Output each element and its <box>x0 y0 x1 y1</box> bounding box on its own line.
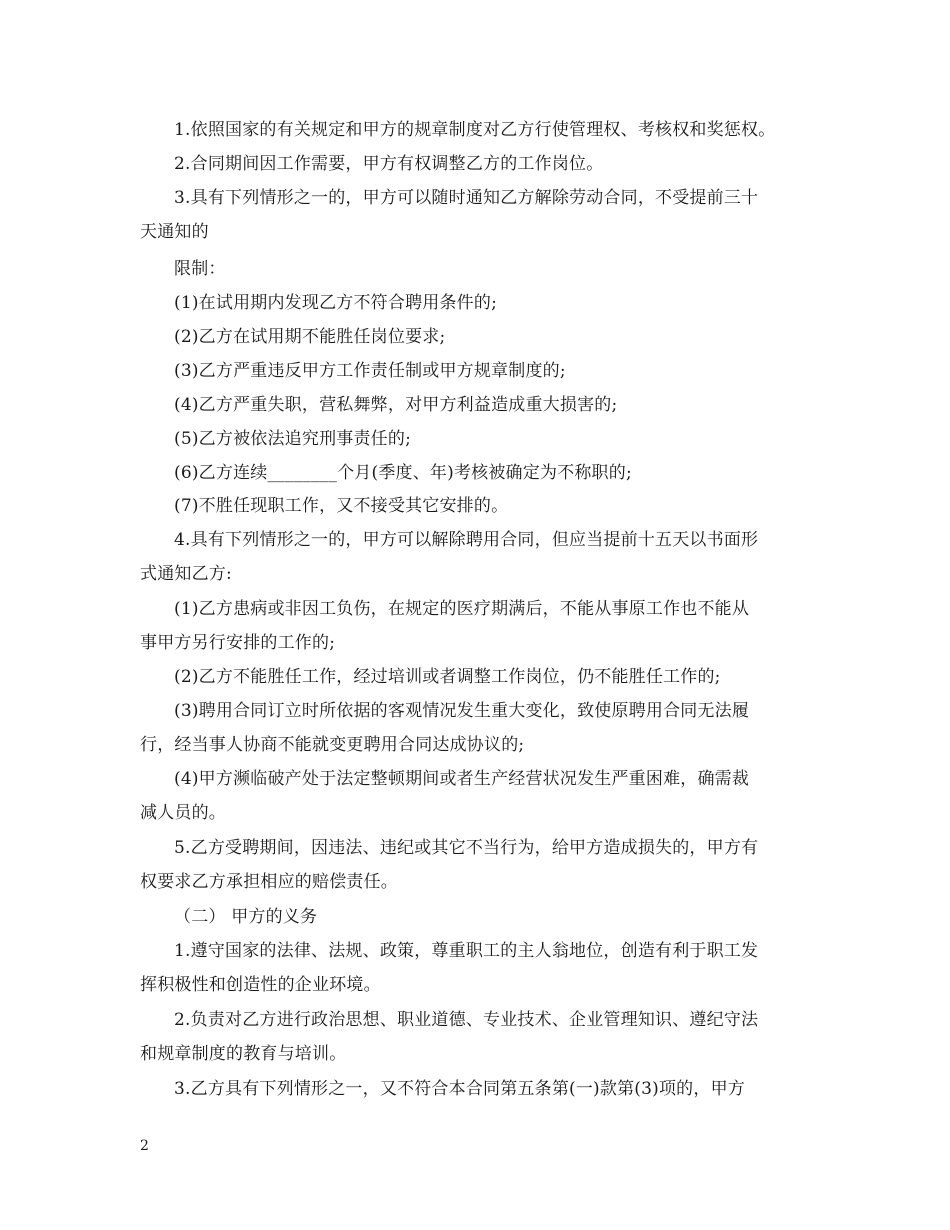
list-item: (6)乙方连续________个月(季度、年)考核被确定为不称职的; <box>174 463 632 483</box>
paragraph-line: 式通知乙方: <box>140 564 232 584</box>
paragraph-line: 1.依照国家的有关规定和甲方的规章制度对乙方行使管理权、考核权和奖惩权。 <box>174 120 776 140</box>
paragraph-line: 3.具有下列情形之一的，甲方可以随时通知乙方解除劳动合同，不受提前三十 <box>174 188 759 208</box>
paragraph-line: 2.合同期间因工作需要，甲方有权调整乙方的工作岗位。 <box>174 154 604 174</box>
paragraph-line: 减人员的。 <box>140 803 226 823</box>
paragraph-line: 行，经当事人协商不能就变更聘用合同达成协议的; <box>140 735 525 755</box>
paragraph-line: 5.乙方受聘期间，因违法、违纪或其它不当行为，给甲方造成损失的，甲方有 <box>174 838 759 858</box>
paragraph-line: 3.乙方具有下列情形之一，又不符合本合同第五条第(一)款第(3)项的，甲方 <box>174 1079 745 1099</box>
paragraph-line: 权要求乙方承担相应的赔偿责任。 <box>140 872 398 892</box>
paragraph-line: 天通知的 <box>140 222 209 242</box>
list-item: (1)乙方患病或非因工负伤，在规定的医疗期满后，不能从事原工作也不能从 <box>174 599 750 619</box>
paragraph-line: 事甲方另行安排的工作的; <box>140 633 336 653</box>
paragraph-line: 4.具有下列情形之一的，甲方可以解除聘用合同，但应当提前十五天以书面形 <box>174 530 759 550</box>
paragraph-line: 挥积极性和创造性的企业环境。 <box>140 975 381 995</box>
list-item: (7)不胜任现职工作，又不接受其它安排的。 <box>174 496 509 516</box>
paragraph-line: 2.负责对乙方进行政治思想、职业道德、专业技术、企业管理知识、遵纪守法 <box>174 1010 759 1030</box>
list-item: (3)聘用合同订立时所依据的客观情况发生重大变化，致使原聘用合同无法履 <box>174 701 750 721</box>
list-item: (4)甲方濒临破产处于法定整顿期间或者生产经营状况发生严重困难，确需裁 <box>174 769 750 789</box>
paragraph-line: 1.遵守国家的法律、法规、政策，尊重职工的主人翁地位，创造有利于职工发 <box>174 941 759 961</box>
paragraph-line: 和规章制度的教育与培训。 <box>140 1044 347 1064</box>
list-item: (4)乙方严重失职，营私舞弊，对甲方利益造成重大损害的; <box>174 395 618 415</box>
section-heading: （二） 甲方的义务 <box>174 907 318 927</box>
list-item: (1)在试用期内发现乙方不符合聘用条件的; <box>174 293 498 313</box>
list-item: (2)乙方在试用期不能胜任岗位要求; <box>174 327 446 347</box>
page-number: 2 <box>140 1138 149 1154</box>
list-item: (5)乙方被依法追究刑事责任的; <box>174 429 412 449</box>
list-item: (3)乙方严重违反甲方工作责任制或甲方规章制度的; <box>174 361 566 381</box>
list-item: (2)乙方不能胜任工作，经过培训或者调整工作岗位，仍不能胜任工作的; <box>174 667 721 687</box>
paragraph-line: 限制： <box>174 259 226 279</box>
